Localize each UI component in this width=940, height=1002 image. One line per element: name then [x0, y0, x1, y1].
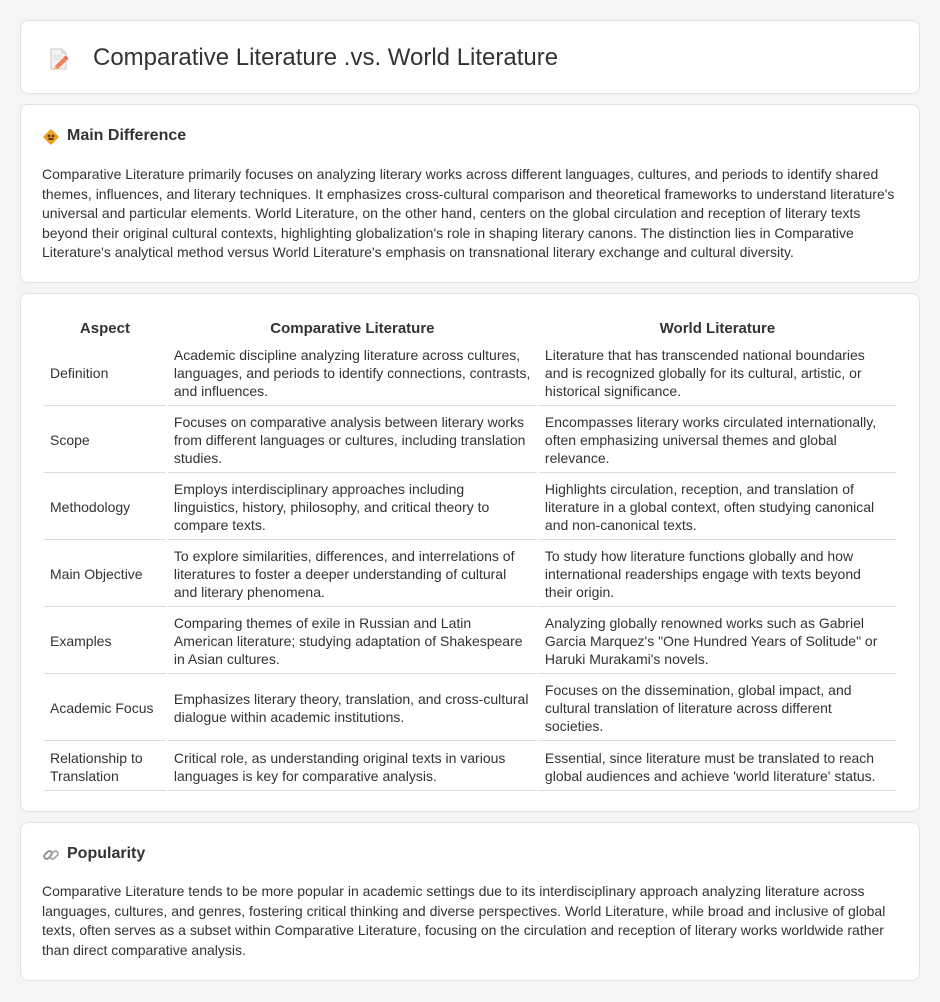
- comparative-cell: Academic discipline analyzing literature across cultures, languages, and periods to identify connections, contrasts, and influences.: [168, 341, 537, 406]
- world-cell: Essential, since literature must be translated to reach global audiences and achieve 'world literature' status.: [539, 743, 896, 791]
- table-row: [44, 676, 896, 741]
- table-row: [44, 542, 896, 607]
- comparative-cell: Employs interdisciplinary approaches including linguistics, history, philosophy, and critical theory to compare texts.: [168, 475, 537, 540]
- comparative-cell: Focuses on comparative analysis between literary works from different languages or cultures, including translation studies.: [168, 408, 537, 473]
- aspect-cell: Main Objective: [44, 542, 166, 607]
- table-row: [44, 341, 896, 406]
- world-cell: Focuses on the dissemination, global impact, and cultural translation of literature across different societies.: [539, 676, 896, 741]
- memo-pencil-icon: [48, 47, 70, 71]
- table-header-row: [44, 317, 896, 339]
- link-icon: [42, 846, 60, 864]
- table-row: [44, 743, 896, 791]
- comparison-table: [42, 315, 898, 793]
- aspect-cell: Methodology: [44, 475, 166, 540]
- aspect-cell: Definition: [44, 341, 166, 406]
- comparative-cell: Comparing themes of exile in Russian and Latin American literature; studying adaptation of Shakespeare in Asian cultures.: [168, 609, 537, 674]
- aspect-cell: Scope: [44, 408, 166, 473]
- world-cell: Analyzing globally renowned works such as Gabriel Garcia Marquez's "One Hundred Years of Solitude" or Haruki Murakami's novels.: [539, 609, 896, 674]
- aspect-cell: Examples: [44, 609, 166, 674]
- world-cell: Literature that has transcended national boundaries and is recognized globally for its cultural, artistic, or historical significance.: [539, 341, 896, 406]
- title-card: [20, 20, 920, 94]
- header-comparative-literature: Comparative Literature: [270, 319, 435, 337]
- main-difference-text: Comparative Literature primarily focuses on analyzing literary works across different languages, cultures, and periods to identify shared themes, influences, and literary techniques. It emphasizes cross-cultural comparison and theoretical frameworks to understand literature's universal and particular elements. World Literature, on the other hand, centers on the global circulation and reception of literary texts beyond their original cultural contexts, highlighting globalization's role in shaping literary canons. The distinction lies in Comparative Literature's analytical method versus World Literature's emphasis on transnational literary exchange and cultural diversity.: [42, 166, 895, 261]
- world-cell: Encompasses literary works circulated internationally, often emphasizing universal themes and global relevance.: [539, 408, 896, 473]
- table-row: [44, 408, 896, 473]
- world-cell: Highlights circulation, reception, and translation of literature in a global context, often studying canonical and non-canonical texts.: [539, 475, 896, 540]
- page-title: Comparative Literature .vs. World Literature: [93, 44, 559, 71]
- diamond-sign-icon: [42, 128, 60, 146]
- comparative-cell: Emphasizes literary theory, translation, and cross-cultural dialogue within academic institutions.: [168, 676, 537, 741]
- main-difference-heading: Main Difference: [67, 127, 187, 144]
- comparison-table-section: [20, 293, 920, 812]
- table-row: [44, 609, 896, 674]
- table-row: [44, 475, 896, 540]
- header-aspect: Aspect: [79, 319, 130, 337]
- popularity-heading: Popularity: [67, 845, 146, 862]
- popularity-section: [20, 822, 920, 981]
- header-world-literature: World Literature: [659, 319, 776, 337]
- world-cell: To study how literature functions globally and how international readerships engage with texts beyond their origin.: [539, 542, 896, 607]
- comparative-cell: Critical role, as understanding original texts in various languages is key for comparative analysis.: [168, 743, 537, 791]
- popularity-text: Comparative Literature tends to be more popular in academic settings due to its interdisciplinary approach analyzing literature across languages, cultures, and genres, fostering critical thinking and diverse perspectives. World Literature, while broad and inclusive of global texts, often serves as a subset within Comparative Literature, focusing on the circulation and reception of literary works worldwide rather than direct comparative analysis.: [42, 883, 886, 958]
- comparative-cell: To explore similarities, differences, and interrelations of literatures to foster a deeper understanding of cultural and literary phenomena.: [168, 542, 537, 607]
- aspect-cell: Academic Focus: [44, 676, 166, 741]
- aspect-cell: Relationship to Translation: [44, 743, 166, 791]
- main-difference-section: [20, 104, 920, 283]
